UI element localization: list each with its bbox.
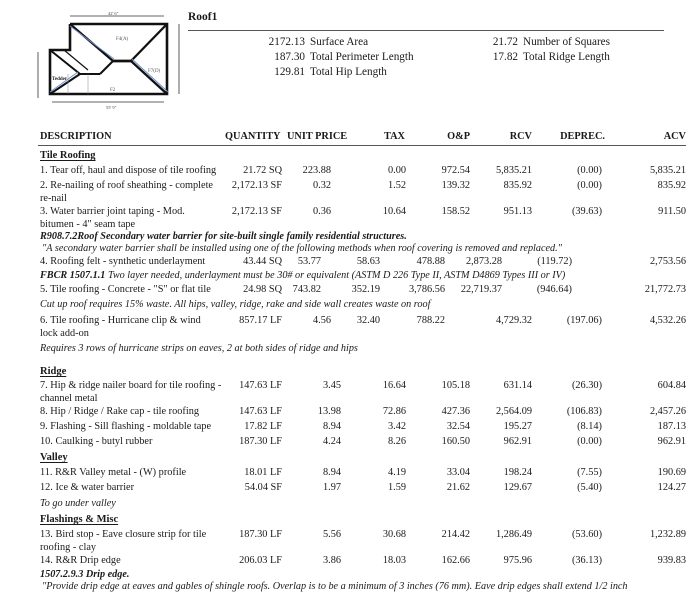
header-unit-price: UNIT PRICE — [287, 131, 348, 142]
header-deprec: DEPREC. — [560, 131, 605, 142]
section-tile-roofing: Tile Roofing — [40, 150, 96, 161]
header-tax: TAX — [384, 131, 405, 142]
stat-hip-length: 129.81 Total Hip Length — [274, 66, 387, 78]
quote-drip-edge: "Provide drip edge at eaves and gables of shingle roofs. Overlap is to be a minimum of 3 inches (76 mm). Eave drip edges shall extend 1/2 inch — [42, 581, 628, 592]
roof-diagram — [28, 12, 188, 110]
section-ridge: Ridge — [40, 366, 67, 377]
svg-text:F2: F2 — [110, 88, 116, 93]
header-description: DESCRIPTION — [40, 131, 112, 142]
roof-sketch-icon — [28, 12, 188, 110]
svg-text:Tedder: Tedder — [52, 77, 68, 82]
header-rcv: RCV — [509, 131, 532, 142]
stat-number-of-squares: 21.72 Number of Squares — [492, 36, 610, 48]
note-under-valley: To go under valley — [40, 498, 116, 509]
header-quantity: QUANTITY — [225, 131, 281, 142]
roof-title: Roof1 — [188, 11, 218, 23]
note-hurricane-strips: Requires 3 rows of hurricane strips on eaves, 2 at both sides of ridge and hips — [40, 343, 358, 354]
svg-text:F7(D): F7(D) — [148, 69, 161, 74]
quote-r908: "A secondary water barrier shall be installed using one of the following methods when roof covering is removed and replaced." — [42, 243, 562, 254]
note-cut-up-roof: Cut up roof requires 15% waste. All hips, valley, ridge, rake and side wall creates waste on roof — [40, 299, 431, 310]
svg-text:42' 6": 42' 6" — [108, 12, 119, 16]
code-fbcr: FBCR 1507.1.1 Two layer needed, underlayment must be 30# or equivalent (ASTM D 226 Type II, ASTM D4869 Types III or IV) — [40, 270, 566, 281]
svg-text:55' 9": 55' 9" — [106, 105, 117, 110]
roof-title-divider — [188, 30, 664, 31]
stat-ridge-length: 17.82 Total Ridge Length — [492, 51, 610, 63]
svg-text:F4(A): F4(A) — [116, 37, 129, 42]
header-acv: ACV — [663, 131, 686, 142]
code-r908: R908.7.2Roof Secondary water barrier for site-built single family residential structures. — [40, 231, 407, 242]
stat-perimeter: 187.30 Total Perimeter Length — [274, 51, 414, 63]
section-flashings-misc: Flashings & Misc — [40, 514, 119, 525]
header-op: O&P — [447, 131, 470, 142]
stat-surface-area: 2172.13 Surface Area — [268, 36, 369, 48]
section-valley: Valley — [40, 452, 68, 463]
code-drip-edge: 1507.2.9.3 Drip edge. — [40, 569, 130, 580]
header-divider — [38, 145, 686, 146]
